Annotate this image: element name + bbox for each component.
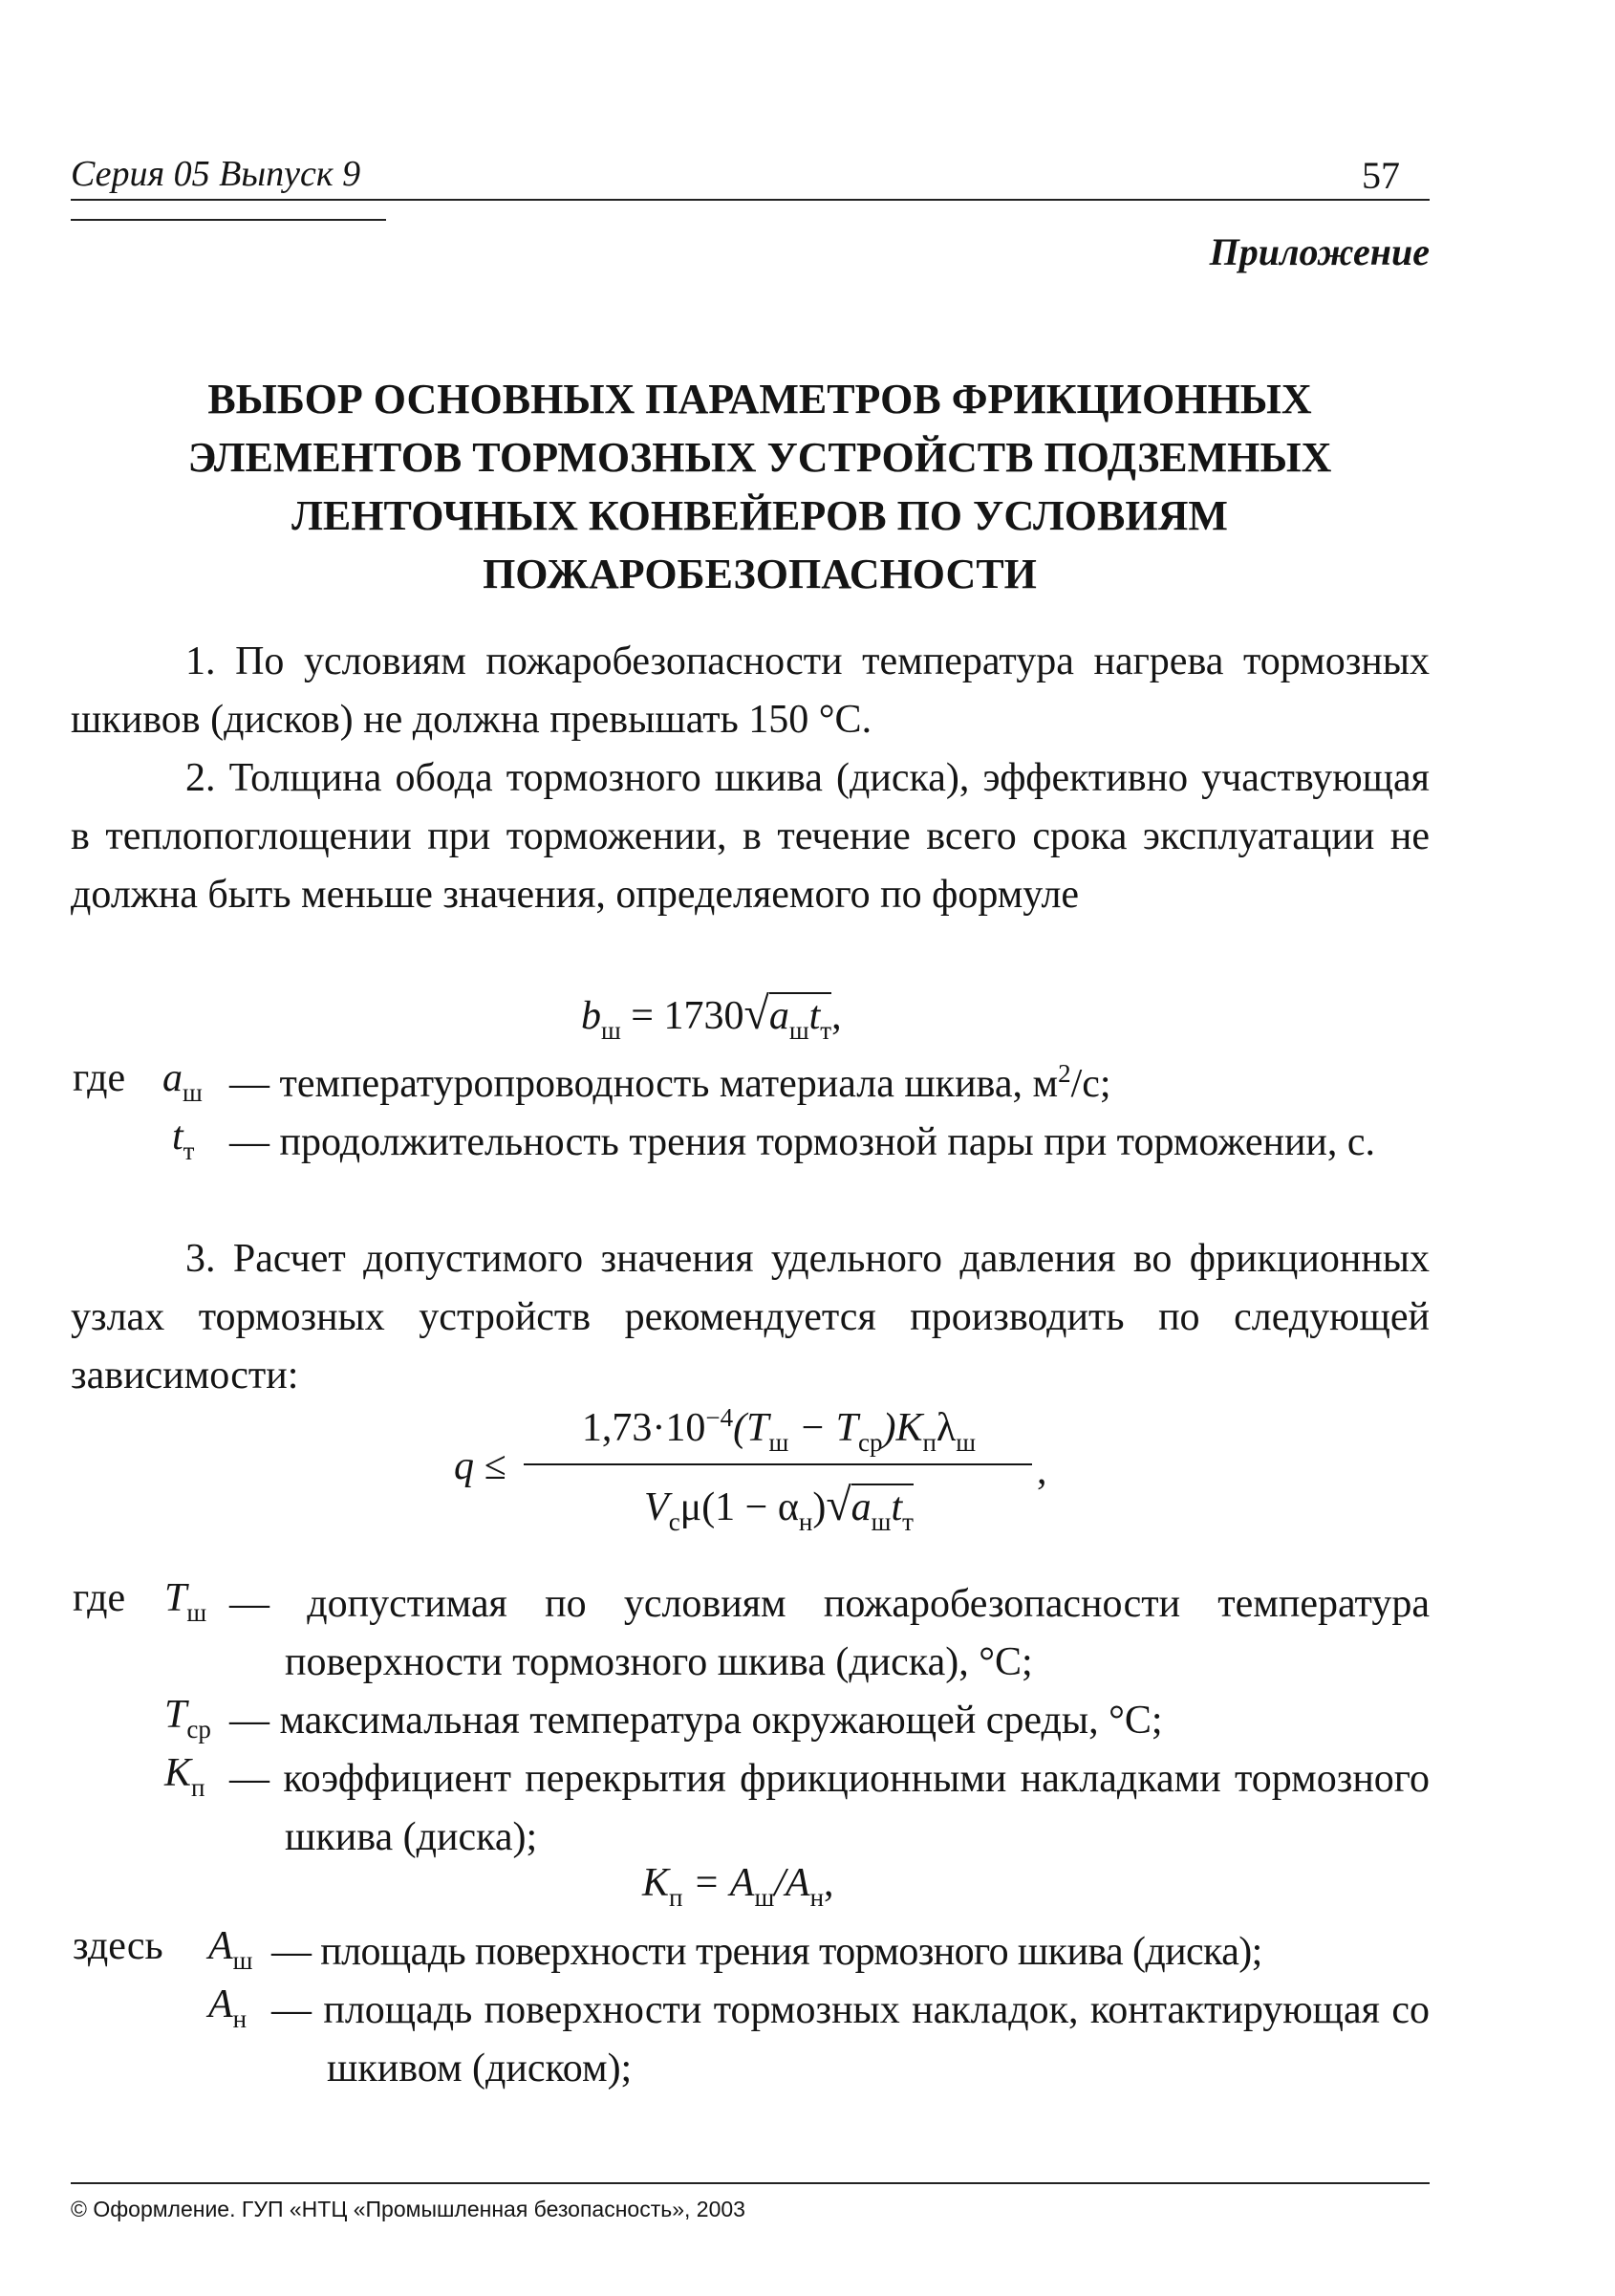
symbol-a-sh: aш: [162, 1056, 203, 1107]
document-title: ВЫБОР ОСНОВНЫХ ПАРАМЕТРОВ ФРИКЦИОННЫХ ЭЛЕМЕНТОВ ТОРМОЗНЫХ УСТРОЙСТВ ПОДЗЕМНЫХ ЛЕНТОЧНЫХ КОНВЕЙЕРОВ ПО УСЛОВИЯМ ПОЖАРОБЕЗОПАСНОСТИ: [187, 376, 1332, 597]
formula-2-lhs: q ≤: [454, 1444, 506, 1488]
definition-T-sr: — максимальная температура окружающей среды, °С;: [229, 1699, 1163, 1743]
copyright-footer: © Оформление. ГУП «НТЦ «Промышленная безопасность», 2003: [71, 2197, 745, 2221]
symbol-t-t: tт: [172, 1115, 195, 1165]
paragraph-1: 1. По условиям пожаробезопасности температура нагрева тормозных шкивов (дисков) не должна превышать 150 °С.: [71, 639, 1430, 742]
definition-K-p: — коэффициент перекрытия фрикционными накладками тормозного шкива (диска);: [229, 1757, 1430, 1859]
running-header-series: Серия 05 Выпуск 9: [71, 154, 361, 194]
page-number: 57: [1362, 154, 1400, 197]
definition-A-n: — площадь поверхности тормозных накладок, контактирующая со шкивом (диском);: [271, 1988, 1430, 2090]
definition-t-t: — продолжительность трения тормозной пары при торможении, с.: [229, 1120, 1376, 1164]
paragraph-3: 3. Расчет допустимого значения удельного давления во фрикционных узлах тормозных устройств рекомендуется производить по следующей зависимости:: [71, 1237, 1430, 1397]
formula-1: $b_ш = 1730√a_шt_т$,: [581, 988, 842, 1045]
where-label: где: [73, 1056, 126, 1100]
formula-2-numerator: $1,73\cdot 10^{-4}(T_ш - T_{ср})K_п\lambda_ш$: [581, 1403, 977, 1457]
where-label-2: где: [73, 1576, 126, 1620]
paragraph-2: 2. Толщина обода тормозного шкива (диска), эффективно участвующая в теплопоглощении при торможении, в течение всего срока эксплуатации не должна быть меньше значения, определяемого по формуле: [71, 756, 1430, 917]
definition-A-sh: — площадь поверхности трения тормозного шкива (диска);: [271, 1930, 1262, 1974]
definition-T-sh: — допустимая по условиям пожаробезопасности температура поверхности тормозного шкива (диска), °С;: [229, 1582, 1430, 1684]
here-label: здесь: [73, 1924, 163, 1968]
symbol-K-p: Kп: [164, 1751, 205, 1802]
sqrt-sign: √: [826, 1480, 851, 1530]
header-rule: [71, 199, 1430, 201]
formula-2-comma: ,: [1037, 1449, 1047, 1493]
footer-rule: [71, 2182, 1430, 2184]
formula-2-denominator: $V_с\mu(1 - \alpha_н)√a_шt_т$: [644, 1480, 914, 1536]
definition-a-sh: — температуропроводность материала шкива, $м^2/с$;: [229, 1059, 1111, 1106]
header-underline: [71, 219, 386, 221]
formula-3: $K_п = A_ш/A_н$,: [642, 1861, 834, 1912]
symbol-A-n: Aн: [208, 1982, 248, 2033]
formula-2-fraction-bar: [524, 1463, 1032, 1465]
symbol-T-sh: Tш: [164, 1576, 207, 1627]
symbol-A-sh: Aш: [208, 1924, 253, 1975]
appendix-label: Приложение: [1209, 230, 1430, 273]
sqrt-sign: √: [743, 988, 769, 1039]
symbol-T-sr: Tср: [164, 1693, 211, 1744]
